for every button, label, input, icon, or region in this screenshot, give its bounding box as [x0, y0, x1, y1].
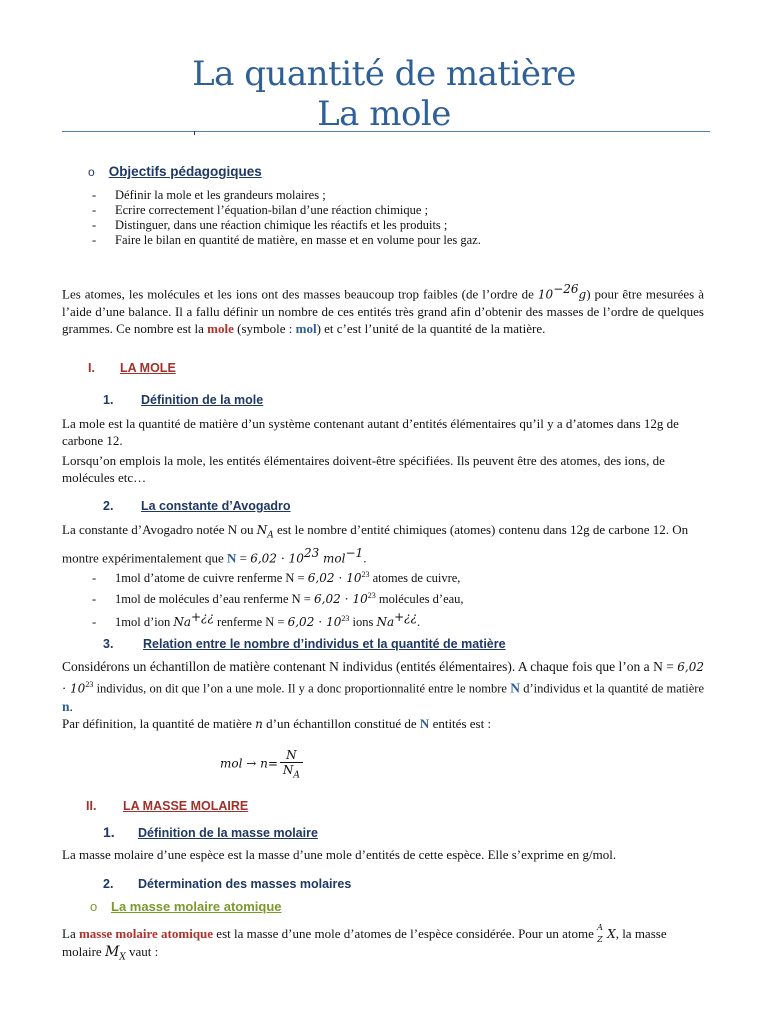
section-2-heading: II. LA MASSE MOLAIRE: [86, 799, 249, 813]
mole-formula: mol → n= $\frac{N}{N_A}$: [220, 748, 303, 780]
objectives-heading: o Objectifs pédagogiques: [88, 164, 262, 179]
page-title: La quantité de matière: [192, 54, 576, 94]
section-1-heading: I. LA MOLE: [88, 361, 176, 375]
subsection-2-1-heading: 1. Définition de la masse molaire: [103, 824, 318, 840]
subsection-1-1-heading: 1. Définition de la mole: [103, 393, 264, 407]
term-mol: mol: [295, 321, 317, 337]
intro-paragraph: Les atomes, les molécules et les ions ont des masses beaucoup trop faibles (de l’ordre de $10^{-26}g$) pour être mesurées à l’aide d’une balance. Il a fallu définir un nombre de ces entités très grand afin d’obtenir des masses de l’ordre de quelques grammes. Ce nombre est la mole (symbole : mol) et c’est l’unité de la quantité de la matière.: [62, 282, 704, 337]
subsection-1-3-heading: 3. Relation entre le nombre d’individus et la quantité de matière: [103, 637, 506, 651]
list-item: - Distinguer, dans une réaction chimique les réactifs et les produits ;: [92, 218, 448, 232]
subsubsection-heading: o La masse molaire atomique: [90, 899, 282, 914]
subsection-2-2-heading: 2. Détermination des masses molaires: [103, 877, 352, 891]
title-rule: [62, 131, 710, 132]
subsection-1-2-heading: 2. La constante d’Avogadro: [103, 499, 291, 513]
list-item: - Ecrire correctement l’équation-bilan d’une réaction chimique ;: [92, 203, 429, 217]
page-subtitle: La mole: [317, 94, 451, 134]
list-item: - Définir la mole et les grandeurs molaires ;: [92, 188, 326, 202]
paragraph: Lorsqu’on emplois la mole, les entités élémentaires doivent-être spécifiées. Ils peuvent être des atomes, des ions, de molécules etc…: [62, 453, 665, 485]
list-item: - 1mol d’ion Na+¿¿ renferme $N = 6,02 \cdot 10^{23}$ ions Na+¿¿.: [92, 610, 421, 630]
objectives-list: [92, 188, 481, 248]
circle-bullet-icon: o: [88, 165, 95, 179]
circle-bullet-icon: o: [90, 899, 98, 914]
avogadro-examples: [92, 566, 464, 631]
list-item: - 1mol de molécules d’eau renferme $N = 6,02 \cdot 10^{23}$ molécules d’eau,: [92, 591, 464, 607]
list-item: - Faire le bilan en quantité de matière, en masse et en volume pour les gaz.: [92, 233, 481, 247]
paragraph: Par définition, la quantité de matière n d’un échantillon constitué de N entités est :: [62, 716, 492, 731]
term-mole: mole: [207, 321, 234, 337]
rule-mark: [194, 131, 195, 135]
avogadro-paragraph: La constante d’Avogadro notée N ou $N_A$ est le nombre d’entité chimiques (atomes) contenu dans 12g de carbone 12. On montre expérimentalement que $N = 6,02 \cdot 10^{23}$ mol$^{-1}$.: [62, 522, 689, 565]
paragraph: La masse molaire atomique est la masse d’une mole d’atomes de l’espèce considérée. Pour un atome A Z X, la masse molaire $M_X$ vaut :: [62, 923, 667, 963]
paragraph: La mole est la quantité de matière d’un système contenant autant d’entités élémentaires qu’il y a d’atomes dans 12g de carbone 12.: [62, 416, 679, 448]
paragraph: La masse molaire d’une espèce est la masse d’une mole d’entités de cette espèce. Elle s’exprime en g/mol.: [62, 847, 617, 862]
list-item: - 1mol d’atome de cuivre renferme $N = 6,02 \cdot 10^{23}$ atomes de cuivre,: [92, 570, 461, 586]
paragraph: Considérons un échantillon de matière contenant N individus (entités élémentaires). A chaque fois que l’on a $N = 6,02 \cdot 10^{23}$ individus, on dit que l’on a une mole. Il y a donc proportionnalité entre le nombre N d’individus et la quantité de matière n.: [62, 659, 704, 714]
